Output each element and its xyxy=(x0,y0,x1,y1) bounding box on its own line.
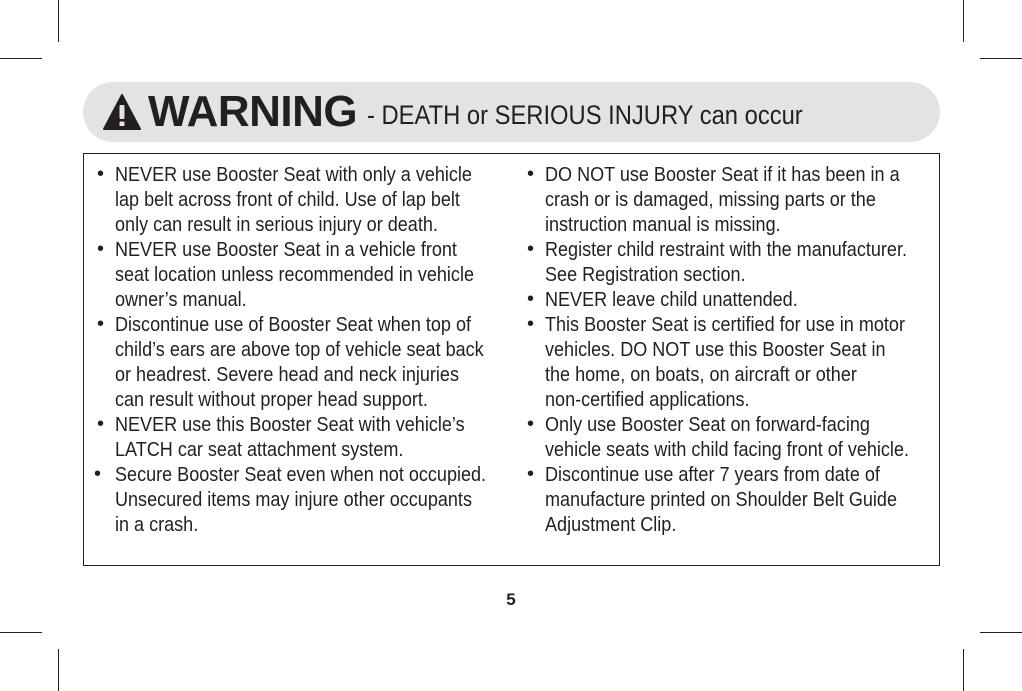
list-item xyxy=(94,162,509,237)
crop-mark-top-left-h xyxy=(0,58,42,59)
crop-mark-top-left xyxy=(58,0,59,42)
list-item-text: NEVER leave child unattended. xyxy=(545,288,798,311)
bullet: • xyxy=(97,163,105,185)
list-item xyxy=(524,412,939,462)
bullet: • xyxy=(527,238,535,260)
list-item-text: Only use Booster Seat on forward-facing vehicle seats with child facing front of vehicle. xyxy=(545,413,909,461)
crop-mark-bottom-right-h xyxy=(980,632,1022,633)
crop-mark-bottom-right xyxy=(963,649,964,691)
warning-content-box xyxy=(83,153,940,566)
bullet: • xyxy=(527,463,535,485)
list-item xyxy=(524,312,939,412)
list-item-text: Register child restraint with the manufacturer. See Registration section. xyxy=(545,238,907,286)
list-item-text: Discontinue use of Booster Seat when top of child’s ears are above top of vehicle seat back or headrest. Severe head and neck injuries can result without proper head support. xyxy=(115,313,484,411)
bullet: • xyxy=(94,463,102,485)
list-item xyxy=(524,237,939,287)
crop-mark-top-right xyxy=(963,0,964,42)
bullet: • xyxy=(527,163,535,185)
warning-banner xyxy=(83,82,940,142)
crop-mark-bottom-left xyxy=(58,649,59,691)
list-item-text: This Booster Seat is certified for use in motor vehicles. DO NOT use this Booster Seat in the home, on boats, on aircraft or other non-certified applications. xyxy=(545,313,905,411)
list-item xyxy=(94,312,509,412)
bullet: • xyxy=(527,313,535,335)
list-item xyxy=(524,462,939,537)
bullet: • xyxy=(97,413,105,435)
list-item xyxy=(94,237,509,312)
list-item xyxy=(94,412,509,462)
list-item-text: NEVER use this Booster Seat with vehicle’s LATCH car seat attachment system. xyxy=(115,413,465,461)
warning-subtitle: - DEATH or SERIOUS INJURY can occur xyxy=(367,99,803,130)
bullet: • xyxy=(97,313,105,335)
warning-triangle-icon xyxy=(102,93,142,131)
warning-list-left xyxy=(94,162,509,537)
warning-title: WARNING xyxy=(148,87,358,136)
list-item-text: NEVER use Booster Seat with only a vehicle lap belt across front of child. Use of lap belt only can result in serious injury or death. xyxy=(115,163,472,236)
crop-mark-bottom-left-h xyxy=(0,632,42,633)
list-item-text: Secure Booster Seat even when not occupied. Unsecured items may injure other occupants in a crash. xyxy=(115,463,487,536)
warning-list-right xyxy=(524,162,939,537)
list-item xyxy=(524,162,939,237)
bullet: • xyxy=(527,288,535,310)
list-item-text: NEVER use Booster Seat in a vehicle front seat location unless recommended in vehicle owner’s manual. xyxy=(115,238,474,311)
bullet: • xyxy=(527,413,535,435)
list-item-text: DO NOT use Booster Seat if it has been in a crash or is damaged, missing parts or the instruction manual is missing. xyxy=(545,163,900,236)
list-item xyxy=(524,287,939,312)
list-item-text: Discontinue use after 7 years from date of manufacture printed on Shoulder Belt Guide Adjustment Clip. xyxy=(545,463,898,536)
bullet: • xyxy=(97,238,105,260)
page-number: 5 xyxy=(506,590,516,609)
crop-mark-top-right-h xyxy=(980,58,1022,59)
list-item xyxy=(94,462,509,537)
